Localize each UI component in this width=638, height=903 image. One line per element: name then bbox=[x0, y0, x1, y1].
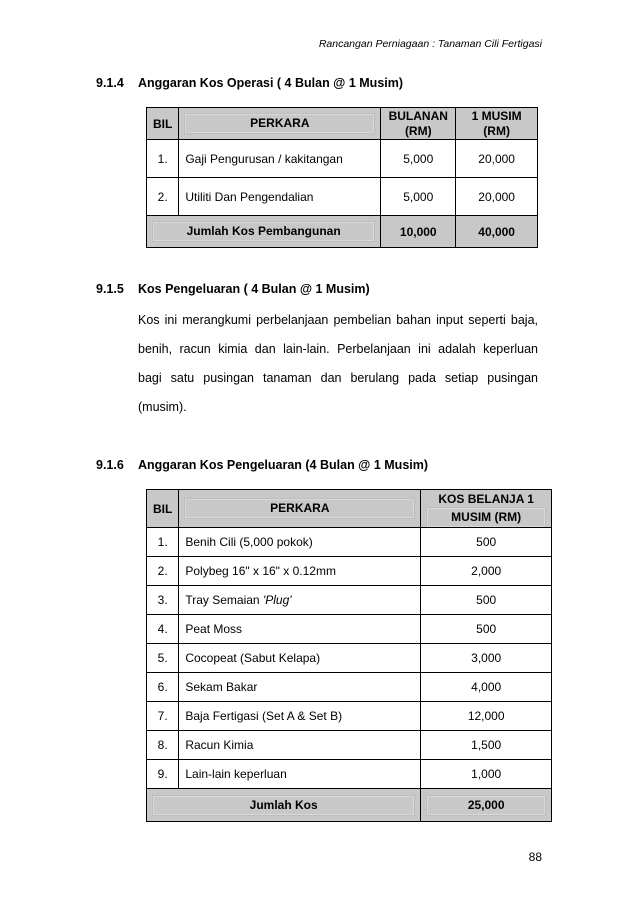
table-row: 1. Gaji Pengurusan / kakitangan 5,000 20,000 bbox=[147, 140, 538, 178]
total-label: Jumlah Kos Pembangunan bbox=[147, 216, 381, 248]
section-914-number: 9.1.4 bbox=[96, 76, 124, 90]
table-row: 7. Baja Fertigasi (Set A & Set B) 12,000 bbox=[147, 702, 552, 731]
paragraph-line: (musim). bbox=[138, 400, 187, 414]
operating-cost-table bbox=[146, 107, 538, 248]
table-total-row bbox=[147, 789, 552, 822]
table-row: 8. Racun Kimia 1,500 bbox=[147, 731, 552, 760]
section-915-title: Kos Pengeluaran ( 4 Bulan @ 1 Musim) bbox=[138, 282, 370, 296]
col-kos: KOS BELANJA 1 MUSIM (RM) bbox=[421, 490, 552, 528]
col-bil: BIL bbox=[147, 108, 179, 140]
table-row: 5. Cocopeat (Sabut Kelapa) 3,000 bbox=[147, 644, 552, 673]
total-musim: 40,000 bbox=[456, 216, 538, 248]
table-row: 2. Polybeg 16" x 16" x 0.12mm 2,000 bbox=[147, 557, 552, 586]
section-915-paragraph bbox=[138, 306, 538, 422]
paragraph-line: benih, racun kimia dan lain-lain. Perbelanjaan ini adalah keperluan bbox=[138, 342, 538, 356]
section-916-title: Anggaran Kos Pengeluaran (4 Bulan @ 1 Musim) bbox=[138, 458, 429, 472]
table-total-row bbox=[147, 216, 538, 248]
total-label: Jumlah Kos bbox=[147, 789, 421, 822]
production-cost-table bbox=[146, 489, 552, 822]
paragraph-line: Kos ini merangkumi perbelanjaan pembelian bahan input seperti baja, bbox=[138, 313, 538, 327]
total-kos: 25,000 bbox=[421, 789, 552, 822]
table-row: 3. Tray Semaian 'Plug' 500 bbox=[147, 586, 552, 615]
total-bulanan: 10,000 bbox=[381, 216, 456, 248]
table-row: 4. Peat Moss 500 bbox=[147, 615, 552, 644]
page-number: 88 bbox=[528, 850, 542, 864]
section-915-number: 9.1.5 bbox=[96, 282, 124, 296]
table-row: 6. Sekam Bakar 4,000 bbox=[147, 673, 552, 702]
col-bulanan: BULANAN (RM) bbox=[381, 108, 456, 140]
paragraph-line: bagi satu pusingan tanaman dan berulang pada setiap pusingan bbox=[138, 371, 538, 385]
table-header-row bbox=[147, 490, 552, 528]
col-bil: BIL bbox=[147, 490, 179, 528]
running-header: Rancangan Perniagaan : Tanaman Cili Fertigasi bbox=[318, 38, 542, 50]
col-musim: 1 MUSIM (RM) bbox=[456, 108, 538, 140]
table-row: 1. Benih Cili (5,000 pokok) 500 bbox=[147, 528, 552, 557]
col-perkara: PERKARA bbox=[179, 490, 421, 528]
table-row: 2. Utiliti Dan Pengendalian 5,000 20,000 bbox=[147, 178, 538, 216]
table-row: 9. Lain-lain keperluan 1,000 bbox=[147, 760, 552, 789]
table-header-row bbox=[147, 108, 538, 140]
col-perkara: PERKARA bbox=[179, 108, 381, 140]
section-916-number: 9.1.6 bbox=[96, 458, 124, 472]
section-914-title: Anggaran Kos Operasi ( 4 Bulan @ 1 Musim) bbox=[138, 76, 404, 90]
